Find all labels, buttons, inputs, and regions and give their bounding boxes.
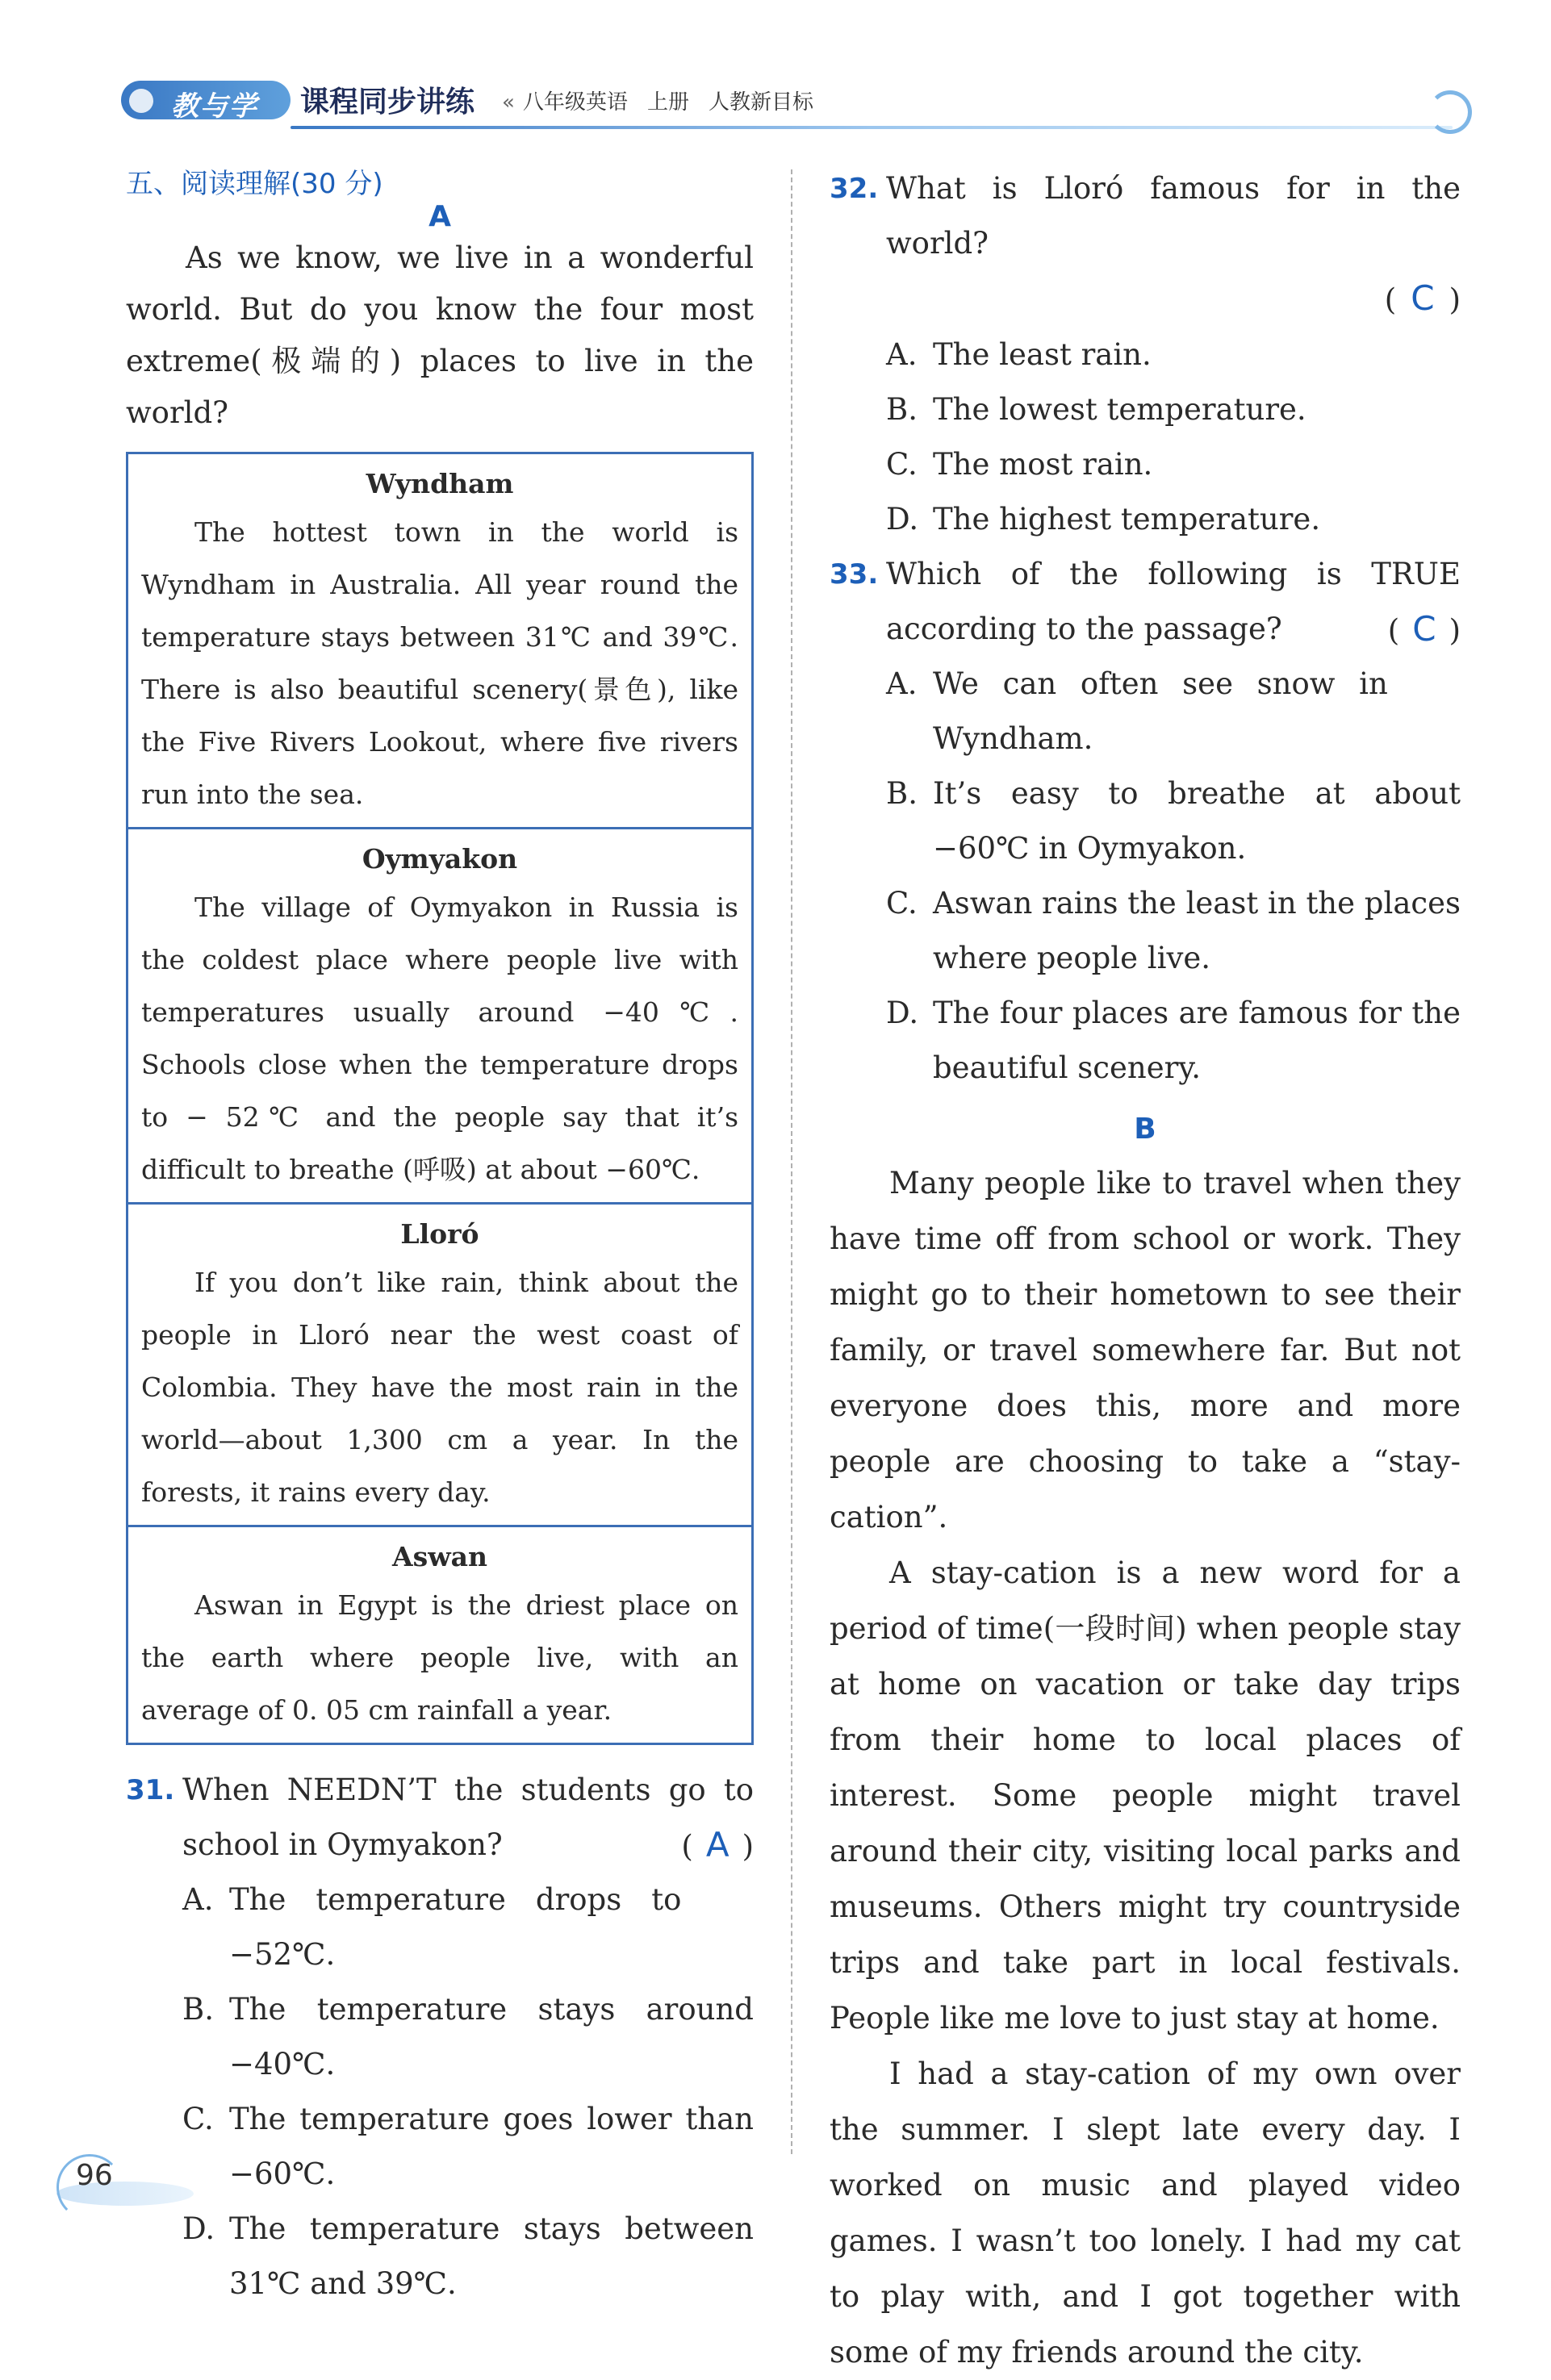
option-d: D. The four places are famous for the beautiful scenery. <box>886 996 1461 1085</box>
place-name: Oymyakon <box>362 843 518 875</box>
place-text: The hottest town in the world is Wyndham in Australia. All year round the temperature stays between 31℃ and 39℃. There is also beautiful scenery(景色), like the Five Rivers Lookout, where five rivers run into the sea. <box>141 516 738 810</box>
table-row <box>128 829 751 1205</box>
question-stem: Which of the following is TRUE according to the passage? ( C ) <box>886 547 1461 657</box>
option-a: A. The least rain. <box>886 337 1152 372</box>
answer-slot: ( C ) <box>1387 609 1461 649</box>
answer-slot: ( C ) <box>1384 278 1461 318</box>
grade-label: 八年级英语 <box>522 90 628 115</box>
edition-label: 人教新目标 <box>708 90 813 115</box>
passage-b-paragraph: Many people like to travel when they have time off from school or work. They might go to their hometown to see their family, or travel somewhere far. But not everyone does this, more and more people are choosing to take a “stay-cation”. <box>830 1166 1461 1534</box>
question-32 <box>830 161 1461 547</box>
question-stem: What is Lloró famous for in the world? <box>886 171 1461 261</box>
logo-text: 教与学 <box>171 90 258 123</box>
table-row <box>128 1205 751 1527</box>
option-a: A. The temperature drops to −52℃. <box>182 1882 682 1972</box>
place-text: The village of Oymyakon in Russia is the coldest place where people live with temperatures usually around −40℃. Schools close when the temperature drops to − 52℃ and the people say that it’s difficult to breathe (呼吸) at about −60℃. <box>141 891 738 1185</box>
passage-a-intro: As we know, we live in a wonderful world. But do you know the four most extreme(极端的) places to live in the world? <box>126 240 754 430</box>
question-stem: When NEEDN’T the students go to school in Oymyakon? ( A ) <box>182 1763 754 1873</box>
series-title: 课程同步讲练 <box>300 86 475 119</box>
option-b: B. The temperature stays around −40℃. <box>182 1992 754 2081</box>
column-divider <box>791 169 792 2154</box>
book-info <box>502 86 833 115</box>
left-column <box>126 161 754 2311</box>
header-divider <box>291 126 1453 129</box>
page-number-badge <box>56 2154 161 2206</box>
chevron-icon: « <box>502 90 515 115</box>
page-number: 96 <box>76 2159 113 2192</box>
option-c: C. The temperature goes lower than −60℃. <box>182 2102 754 2191</box>
volume-label: 上册 <box>646 90 689 115</box>
option-b: B. The lowest temperature. <box>886 392 1306 427</box>
answer-slot: ( A ) <box>681 1825 754 1864</box>
passage-b-label: B <box>1134 1113 1156 1146</box>
question-number: 31. <box>126 1774 175 1806</box>
place-name: Lloró <box>400 1218 479 1250</box>
answer: A <box>705 1825 730 1864</box>
publisher-logo <box>121 81 291 123</box>
answer: C <box>1412 609 1436 649</box>
passage-b-paragraph: A stay-cation is a new word for a period of time(一段时间) when people stay at home on vacation or take day trips from their home to local places of interest. Some people might travel around their city, visiting local parks and museums. Others might try countryside trips and take part in local festivals. People like me love to just stay at home. <box>830 1555 1461 2036</box>
option-a: A. We can often see snow in Wyndham. <box>886 666 1388 756</box>
right-column <box>830 161 1461 2380</box>
answer: C <box>1411 278 1435 318</box>
option-c: C. Aswan rains the least in the places where people live. <box>886 886 1461 975</box>
question-number: 32. <box>830 173 879 205</box>
wave-decoration-icon <box>1428 90 1472 134</box>
section-title: 五、阅读理解(30 分) <box>126 168 383 200</box>
passage-b-paragraph: I had a stay-cation of my own over the summer. I slept late every day. I worked on music and played video games. I wasn’t too lonely. I had my cat to play with, and I got together with some of my friends around the city. <box>830 2056 1461 2370</box>
option-d: D. The highest temperature. <box>886 502 1321 537</box>
table-row <box>128 1527 751 1743</box>
option-d: D. The temperature stays between 31℃ and 39℃. <box>182 2211 754 2301</box>
place-name: Wyndham <box>366 468 514 499</box>
place-text: Aswan in Egypt is the driest place on the earth where people live, with an average of 0. 05 cm rainfall a year. <box>141 1589 738 1726</box>
page-header <box>121 74 1461 131</box>
place-name: Aswan <box>392 1541 487 1572</box>
question-number: 33. <box>830 558 879 591</box>
option-b: B. It’s easy to breathe at about −60℃ in Oymyakon. <box>886 776 1461 866</box>
table-row <box>128 454 751 829</box>
option-c: C. The most rain. <box>886 447 1153 482</box>
logo-swirl-icon <box>129 89 153 113</box>
question-33 <box>830 547 1461 1096</box>
question-31 <box>126 1763 754 2311</box>
place-text: If you don’t like rain, think about the people in Lloró near the west coast of Colombia. They have the most rain in the world—about 1,300 cm a year. In the forests, it rains every day. <box>141 1267 738 1508</box>
passage-a-label: A <box>429 200 451 233</box>
places-table <box>126 452 754 1745</box>
